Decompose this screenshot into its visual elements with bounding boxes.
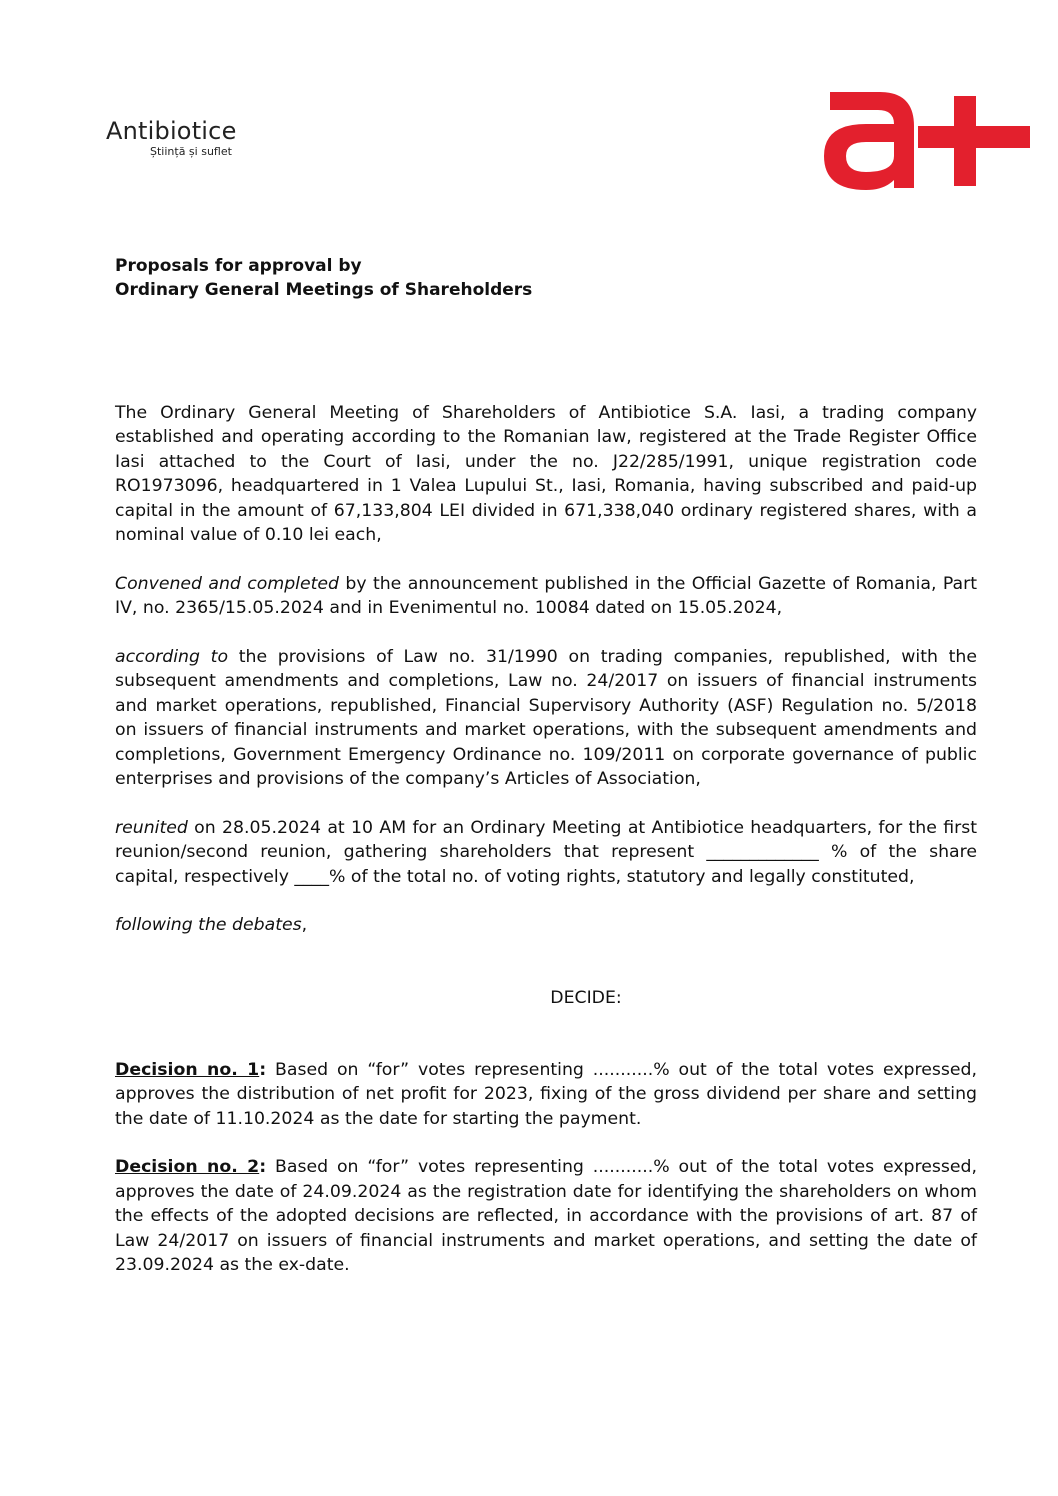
convened-paragraph [115, 572, 977, 621]
according-text: the provisions of Law no. 31/1990 on trading companies, republished, with the subsequent amendments and completions, Law no. 24/2017 on issuers of financial instruments and market operations, republished, Financial Supervisory Authority (ASF) Regulation no. 5/2018 on issuers of financial instruments and market operations, with the subsequent amendments and completions, Government Emergency Ordinance no. 109/2011 on corporate governance of public enterprises and provisions of the company’s Articles of Association, [115, 647, 978, 790]
decision-1-label: Decision no. 1 [115, 1059, 260, 1080]
page-title [115, 254, 815, 302]
intro-paragraph: The Ordinary General Meeting of Shareholders of Antibiotice S.A. Iasi, a trading company established and operating according to the Romanian law, registered at the Trade Register Office Iasi attached to the Court of Iasi, under the no. J22/285/1991, unique registration code RO1973096, headquartered in 1 Valea Lupului St., Iasi, Romania, having subscribed and paid-up capital in the amount of 67,133,804 LEI divided in 671,338,040 ordinary registered shares, with a nominal value of 0.10 lei each, [115, 403, 977, 546]
following-text: following the debates [115, 915, 302, 936]
according-paragraph [115, 645, 977, 791]
decision-1 [115, 1058, 977, 1131]
decision-2-label: Decision no. 2 [115, 1157, 260, 1178]
decide-heading: DECIDE: [550, 987, 622, 1008]
reunited-lead: reunited [115, 817, 188, 838]
decision-1-colon: : [259, 1059, 267, 1080]
decision-2-text: Based on “for” votes representing ...........% out of the total votes expressed, approves the date of 24.09.2024 as the registration date for identifying the shareholders on whom the effects of the adopted decisions are reflected, in accordance with the provisions of art. 87 of Law 24/2017 on issuers of financial instruments and market operations, and setting the date of 23.09.2024 as the ex-date. [115, 1157, 977, 1276]
decision-1-text: Based on “for” votes representing ...........% out of the total votes expressed, approves the distribution of net profit for 2023, fixing of the gross dividend per share and setting the date of 11.10.2024 as the date for starting the payment. [115, 1059, 977, 1129]
logo-name: Antibiotice [106, 117, 237, 145]
title-line-2: Ordinary General Meetings of Shareholders [115, 280, 533, 300]
a-plus-brand-icon [822, 88, 1032, 192]
company-logo [106, 116, 237, 159]
decision-2 [115, 1155, 977, 1277]
reunited-text: on 28.05.2024 at 10 AM for an Ordinary Meeting at Antibiotice headquarters, for the first reunion/second reunion, gathering shareholders that represent _____________ % of the share capital, respectively ____% of the total no. of voting rights, statutory and legally constituted, [115, 817, 977, 887]
title-line-1: Proposals for approval by [115, 256, 362, 276]
following-comma: , [301, 915, 308, 936]
following-paragraph [115, 913, 977, 937]
reunited-paragraph [115, 816, 977, 889]
decision-2-colon: : [259, 1157, 267, 1178]
logo-tagline: Știință și suflet [150, 145, 232, 158]
convened-lead: Convened and completed [115, 573, 339, 594]
document-body [115, 401, 977, 1302]
convened-text: by the announcement published in the Official Gazette of Romania, Part IV, no. 2365/15.05.2024 and in Evenimentul no. 10084 dated on 15.05.2024, [115, 573, 977, 619]
according-lead: according to [115, 647, 229, 668]
